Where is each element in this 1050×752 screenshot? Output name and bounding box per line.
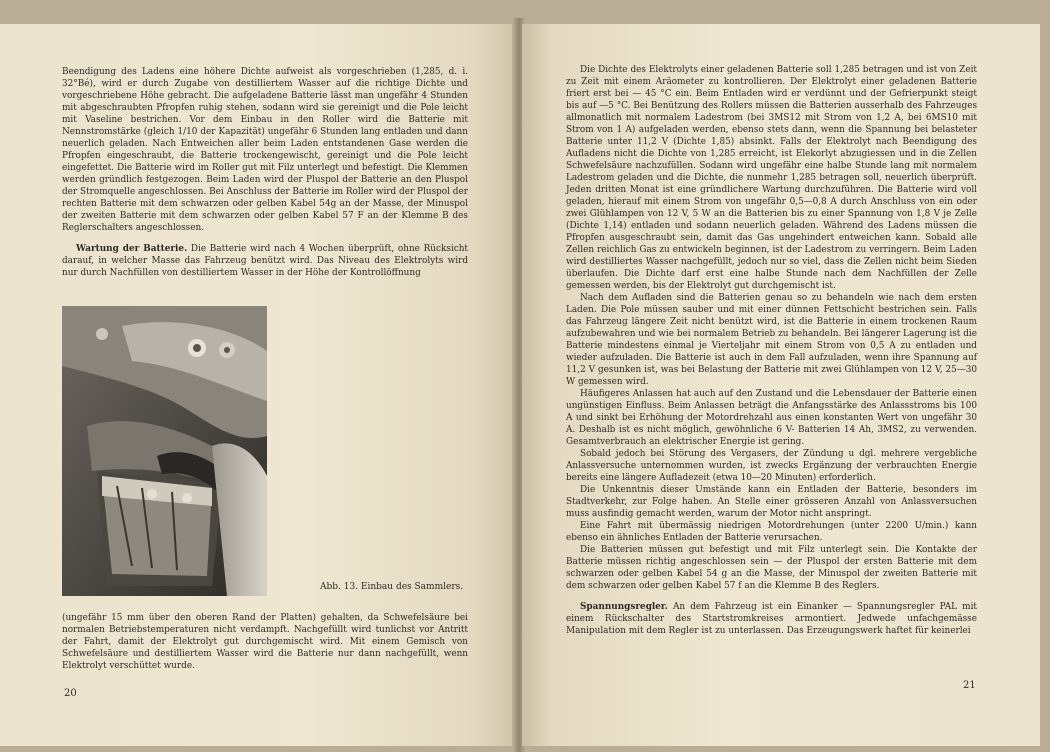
paragraph-battery-maintenance [62, 243, 468, 279]
left-page-text-bottom [62, 612, 468, 672]
right-page [522, 24, 1040, 746]
paragraph-electrolyte-density: Die Dichte des Elektrolyts einer geladenen Batterie soll 1,285 betragen und ist von Zeit zu Zeit mit einem Aräometer zu kontrollieren. Der Elektrolyt einer geladenen Batterie friert erst bei — 45 °C ein. Beim Entladen wird er verdünnt und der Gefrierpunkt steigt bis auf —5 °C. Bei Benützung des Rollers müssen die Batterien ausserhalb des Fahrzeuges allmonatlich mit normalem Ladestrom (bei 3MS12 mit Strom von 1,2 A, bei 6MS10 mit Strom von 1 A) aufgeladen werden, ebenso stets dann, wenn die Spannung bei belasteter Batterie unter 11,2 V (Dichte 1,85) absinkt. Falls der Elektrolyt nach Beendigung des Aufladens nicht die Dichte von 1,285 erreicht, ist Elekorlyt abzugiessen und in die Zellen Schwefelsäure nachzufüllen. Sodann wird ungefähr eine halbe Stunde lang mit normalem Ladestrom geladen und die Dichte, die nunmehr 1,285 betragen soll, neuerlich überprüft. Jeden dritten Monat ist eine gründlichere Wartung durchzuführen. Die Batterie wird voll geladen, hierauf mit einem Strom von ungefähr 0,5—0,8 A durch Anschluss von ein oder zwei Glühlampen von 12 V, 5 W an die Batterien bis zu einer Spannung von 1,8 V je Zelle (Dichte 1,14) entladen und sodann neuerlich geladen. Während des Ladens müssen die Pfropfen ausgeschraubt sein, damit das Gas ungehindert entweichen kann. Sobald alle Zellen reichlich Gas zu entwickeln beginnen, ist der Ladestrom zu verringern. Beim Laden wird destilliertes Wasser nachgefüllt, jedoch nur so viel, dass die Zellen nicht beim Sieden überlaufen. Die Dichte darf erst eine halbe Stunde nach dem Nachfüllen der Zelle gemessen werden, bis der Elektrolyt gut durchgemischt ist. [566, 65, 977, 291]
paragraph-start-attempts: Sobald jedoch bei Störung des Vergasers, der Zündung u dgl. mehrere vergebliche Anlassversuche unternommen wurden, ist zwecks Ergänzung der verbrauchten Energie bereits eine längere Aufladezeit (etwa 10—20 Minuten) erforderlich. [566, 449, 977, 483]
figure-caption: Abb. 13. Einbau des Sammlers. [320, 582, 464, 592]
battery-maintenance-text: Die Batterie wird nach 4 Wochen überprüft, ohne Rücksicht darauf, in welcher Masse das Fahrzeug benützt wird. Das Niveau des Elektrolyts wird nur durch Nachfüllen von destilliertem Wasser in der Höhe der Kontrollöffnung [62, 244, 468, 278]
heading-battery-maintenance: Wartung der Batterie. [76, 244, 188, 254]
paragraph-voltage-regulator [566, 601, 977, 637]
paragraph-low-rpm: Eine Fahrt mit übermässig niedrigen Motordrehungen (unter 2200 U/min.) kann ebenso ein ähnliches Entladen der Batterie verursachen. [566, 521, 977, 543]
left-page-text-top [62, 66, 468, 279]
paragraph-electrolyte-level: (ungefähr 15 mm über den oberen Rand der Platten) gehalten, da Schwefelsäure bei normalen Betriebstemperaturen nicht verdampft. Nachgefüllt wird tunlichst vor Antritt der Fahrt, damit der Elektrolyt gut durchgemischt wird. Mit einem Gemisch von Schwefelsäure und destilliertem Wasser wird die Batterie nur dann nachgefüllt, wenn Elektrolyt verschüttet wurde. [62, 613, 468, 671]
figure-battery-installation-photo [62, 306, 267, 596]
right-page-text [566, 64, 977, 637]
page-number-left: 20 [64, 688, 77, 699]
battery-installation-photo [62, 306, 267, 596]
heading-voltage-regulator: Spannungsregler. [580, 602, 668, 612]
paragraph-battery-mounting: Die Batterien müssen gut befestigt und mit Filz unterlegt sein. Die Kontakte der Batterie müssen richtig angeschlossen sein — der Pluspol der ersten Batterie mit dem schwarzen oder gelben Kabel 54 g an die Masse, der Minuspol der zweiten Batterie mit dem schwarzen oder gelben Kabel 57 f an die Klemme B des Reglers. [566, 545, 977, 591]
voltage-regulator-text: An dem Fahrzeug ist ein Einanker — Spannungsregler PAL mit einem Rückschalter des Startstromkreises armontiert. Jedwede unfachgemässe Manipulation mit dem Regler ist zu unterlassen. Das Erzeugungswerk haftet für keinerlei [566, 602, 977, 636]
page-number-right: 21 [963, 680, 976, 691]
paragraph-unawareness: Die Unkenntnis dieser Umstände kann ein Entladen der Batterie, besonders im Stadtverkehr, zur Folge haben. An Stelle einer grösseren Anzahl von Anlassversuchen muss ausfindig gemacht werden, warum der Motor nicht anspringt. [566, 485, 977, 519]
paragraph-frequent-starting: Häufigeres Anlassen hat auch auf den Zustand und die Lebensdauer der Batterie einen ungünstigen Einfluss. Beim Anlassen beträgt die Anfangsstärke des Anlassstroms bis 100 A und sinkt bei Erhöhung der Motordrehzahl aus einen konstanten Wert von ungefähr 30 A. Deshalb ist es nicht möglich, gewöhnliche 6 V- Batterien 14 Ah, 3MS2, zu verwenden. Gesamtverbrauch an elektrischer Energie ist gering. [566, 389, 977, 447]
paragraph-after-charging: Nach dem Aufladen sind die Batterien genau so zu behandeln wie nach dem ersten Laden. Die Pole müssen sauber und mit einer dünnen Fettschicht bestrichen sein. Falls das Fahrzeug längere Zeit nicht benützt wird, ist die Batterie in einem trockenen Raum aufzubewahren und wie bei normalem Betrieb zu behandeln. Bei längerer Lagerung ist die Batterie mindestens einmal je Vierteljahr mit einem Strom von 0,5 A zu entladen und wieder aufzuladen. Die Batterie ist auch in dem Fall aufzuladen, wenn ihre Spannung auf 11,2 V gesunken ist, was bei Belastung der Batterie mit zwei Glühlampen von 12 V, 25—30 W gemessen wird. [566, 293, 977, 387]
paragraph-battery-charging: Beendigung des Ladens eine höhere Dichte aufweist als vorgeschrieben (1,285, d. i. 32°Bé), wird er durch Zugabe von destilliertem Wasser auf die richtige Dichte und vorgeschriebene Höhe gebracht. Die aufgeladene Batterie lässt man ungefähr 4 Stunden mit abgeschraubten Pfropfen ruhig stehen, sodann wird sie gereinigt und die Pole leicht mit Vaseline bestrichen. Vor dem Einbau in den Roller wird die Batterie mit Nennstromstärke (gleich 1/10 der Kapazität) ungefähr 6 Stunden lang entladen und dann neuerlich geladen. Nach Entweichen aller beim Laden entstandenen Gase werden die Pfropfen eingeschraubt, die Batterie trockengewischt, gereinigt und die Pole leicht eingefettet. Die Batterie wird im Roller gut mit Filz unterlegt und befestigt. Die Klemmen werden gründlich festgezogen. Beim Laden wird der Pluspol der Batterie an den Pluspol der Stromquelle angeschlossen. Bei Anschluss der Batterie im Roller wird der Pluspol der rechten Batterie mit dem schwarzen oder gelben Kabel 54g an der Masse, der Minuspol der zweiten Batterie mit dem schwarzen oder gelben Kabel 57 F an der Klemme B des Reglerschalters angeschlossen. [62, 67, 468, 233]
left-page [0, 24, 516, 746]
